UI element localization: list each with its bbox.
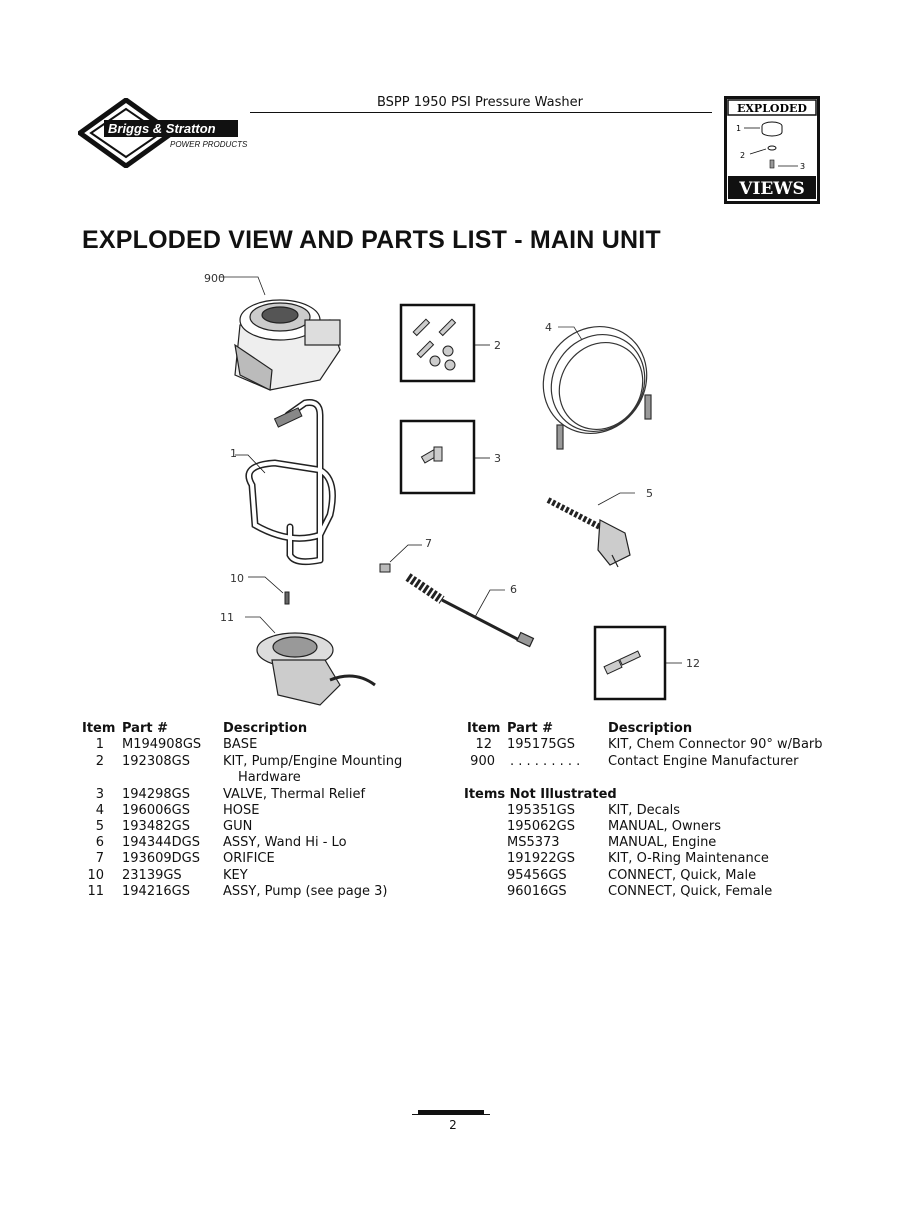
page-number: 2 bbox=[449, 1118, 457, 1132]
page-number-rule bbox=[412, 1114, 490, 1115]
table-row-item: 7 bbox=[95, 851, 104, 866]
table-header-item: Item bbox=[82, 721, 116, 736]
table-row-part: M194908GS bbox=[122, 737, 202, 752]
engine-part-900 bbox=[220, 277, 340, 390]
table-row-item: 5 bbox=[95, 819, 104, 834]
table-row-description-cont: Hardware bbox=[238, 770, 301, 785]
table-row-part: MS5373 bbox=[507, 835, 560, 850]
table-row-description: BASE bbox=[223, 737, 258, 752]
logo-sub-text: POWER PRODUCTS bbox=[170, 140, 248, 149]
table-row-part: 194298GS bbox=[122, 787, 190, 802]
table-row-part: 95456GS bbox=[507, 868, 567, 883]
table-row-part: . . . . . . . . . bbox=[510, 754, 581, 769]
table-row-item: 2 bbox=[95, 754, 104, 769]
table-row-item: 1 bbox=[95, 737, 104, 752]
table-row-description: KIT, Decals bbox=[608, 803, 681, 818]
label-4: 4 bbox=[545, 321, 552, 334]
page-title: EXPLODED VIEW AND PARTS LIST - MAIN UNIT bbox=[82, 226, 661, 254]
document-header-title: BSPP 1950 PSI Pressure Washer bbox=[376, 95, 583, 110]
table-row-item: 4 bbox=[95, 803, 104, 818]
table-row-item: 900 bbox=[470, 754, 495, 769]
badge-callout-2: 2 bbox=[740, 151, 746, 160]
badge-bottom-text: VIEWS bbox=[739, 179, 805, 199]
table-row-item: 11 bbox=[87, 884, 104, 899]
table-header-part: Part # bbox=[507, 721, 553, 736]
label-900: 900 bbox=[204, 272, 225, 285]
table-row-description: GUN bbox=[223, 819, 253, 834]
table-row-description: KIT, O-Ring Maintenance bbox=[608, 851, 769, 866]
exploded-view-diagram bbox=[180, 265, 740, 715]
chem-connector-box-12 bbox=[595, 627, 665, 699]
table-row-description: VALVE, Thermal Relief bbox=[223, 787, 366, 802]
table-row-item: 3 bbox=[95, 787, 104, 802]
table-row-item: 12 bbox=[475, 737, 492, 752]
table-row-part: 196006GS bbox=[122, 803, 190, 818]
table-header-description: Description bbox=[223, 721, 308, 736]
table-row-description: ASSY, Pump (see page 3) bbox=[223, 884, 388, 899]
table-row-part: 193482GS bbox=[122, 819, 190, 834]
label-5: 5 bbox=[646, 487, 653, 500]
label-6: 6 bbox=[510, 583, 517, 596]
table-row-description: CONNECT, Quick, Male bbox=[608, 868, 757, 883]
table-header-description: Description bbox=[608, 721, 693, 736]
label-2: 2 bbox=[494, 339, 501, 352]
table-row-part: 195351GS bbox=[507, 803, 575, 818]
label-12: 12 bbox=[686, 657, 700, 670]
table-row-description: KIT, Pump/Engine Mounting bbox=[223, 754, 403, 769]
label-1: 1 bbox=[230, 447, 237, 460]
table-row-part: 191922GS bbox=[507, 851, 575, 866]
table-row-part: 193609DGS bbox=[122, 851, 200, 866]
exploded-views-badge bbox=[724, 96, 820, 204]
table-row-description: MANUAL, Owners bbox=[608, 819, 721, 834]
logo-brand-text: Briggs & Stratton bbox=[108, 121, 216, 136]
table-row-part: 192308GS bbox=[122, 754, 190, 769]
table-row-part: 96016GS bbox=[507, 884, 567, 899]
table-row-description: Contact Engine Manufacturer bbox=[608, 754, 799, 769]
table-row-item: 10 bbox=[87, 868, 104, 883]
table-row-part: 195062GS bbox=[507, 819, 575, 834]
briggs-stratton-logo bbox=[78, 98, 248, 168]
table-header-part: Part # bbox=[122, 721, 168, 736]
not-illustrated-heading: Items Not Illustrated bbox=[464, 787, 617, 802]
table-header-item: Item bbox=[467, 721, 501, 736]
table-row-description: HOSE bbox=[223, 803, 260, 818]
label-11: 11 bbox=[220, 611, 234, 624]
table-row-item: 6 bbox=[95, 835, 104, 850]
table-row-part: 195175GS bbox=[507, 737, 575, 752]
table-row-description: ASSY, Wand Hi - Lo bbox=[223, 835, 347, 850]
table-row-description: CONNECT, Quick, Female bbox=[608, 884, 773, 899]
table-row-description: MANUAL, Engine bbox=[608, 835, 717, 850]
table-row-description: KEY bbox=[223, 868, 248, 883]
table-row-part: 194216GS bbox=[122, 884, 190, 899]
hardware-box-2 bbox=[401, 305, 474, 381]
badge-callout-3: 3 bbox=[800, 162, 806, 171]
label-7: 7 bbox=[425, 537, 432, 550]
label-3: 3 bbox=[494, 452, 501, 465]
label-10: 10 bbox=[230, 572, 244, 585]
table-row-part: 23139GS bbox=[122, 868, 182, 883]
badge-top-text: EXPLODED bbox=[737, 102, 807, 115]
table-row-part: 194344DGS bbox=[122, 835, 200, 850]
table-row-description: KIT, Chem Connector 90° w/Barb bbox=[608, 737, 823, 752]
table-row-description: ORIFICE bbox=[223, 851, 275, 866]
header-rule bbox=[250, 112, 712, 113]
badge-callout-1: 1 bbox=[736, 124, 742, 133]
gun-part-5 bbox=[548, 493, 635, 567]
pump-part-11 bbox=[245, 617, 375, 705]
